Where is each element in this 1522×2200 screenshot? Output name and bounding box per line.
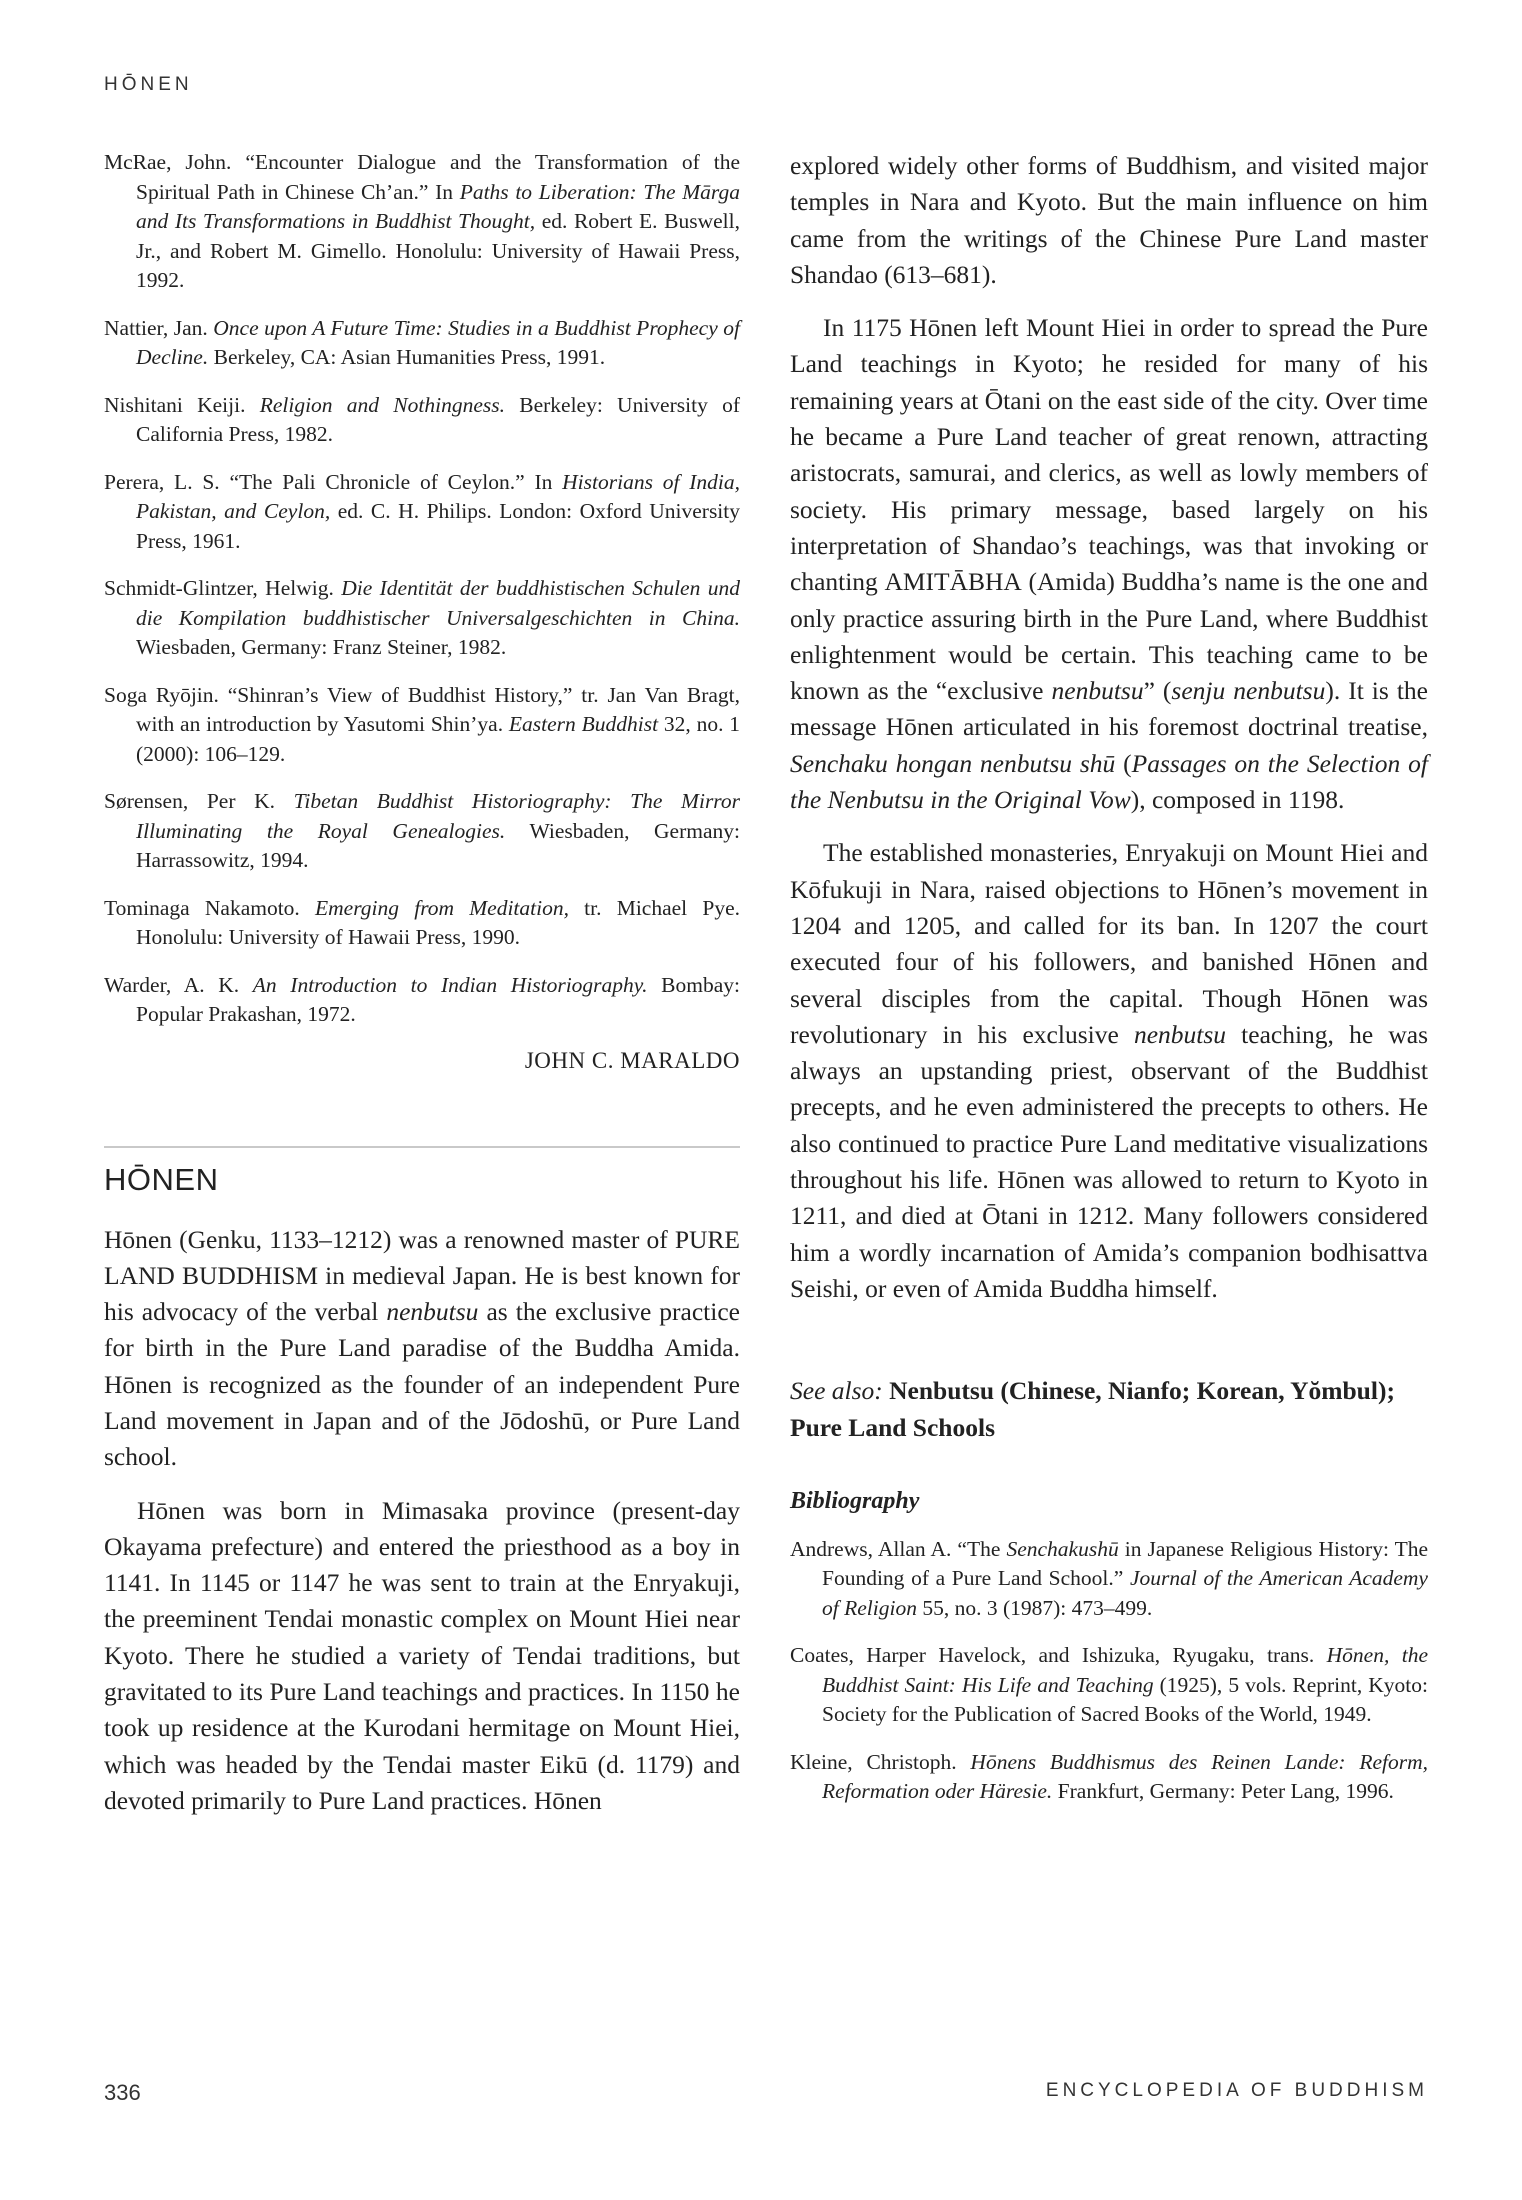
text-run: Wiesbaden, Germany: Harrassowitz, 1994. <box>136 818 741 872</box>
italic-text: Hōnens Buddhismus des Reinen Lande: Reform, Reformation oder Häresie. <box>822 1749 1429 1804</box>
bibliography-entry <box>790 1535 1428 1624</box>
bibliography-entry <box>104 314 740 373</box>
text-run: Perera, L. S. “The Pali Chronicle of Ceylon.” In <box>104 469 563 494</box>
text-run: Soga Ryōjin. “Shinran’s View of Buddhist History,” tr. Jan Van Bragt, with an introduction by Yasutomi Shin’ya. <box>104 682 740 736</box>
text-run: (Amida) Buddha’s name is the one and only practice assuring birth in the Pure Land, where Buddhist enlightenment would be certain. This teaching came to be known as the “exclusive <box>790 567 1428 706</box>
left-column <box>104 148 740 1836</box>
body-paragraph <box>790 835 1428 1307</box>
bibliography-entry <box>104 468 740 557</box>
see-also <box>790 1373 1428 1446</box>
bibliography-entry <box>104 574 740 663</box>
bibliography-entry <box>104 391 740 450</box>
article-divider <box>104 1146 740 1148</box>
text-run: 55, no. 3 (1987): 473–499. <box>916 1595 1153 1620</box>
text-run: as the exclusive practice for birth in the Pure Land paradise of the Buddha Amida. Hōnen is recognized as the founder of an independent Pure Land movement in Japan and of the Jōdoshū, or Pure Land school. <box>104 1297 740 1472</box>
italic-text: Tibetan Buddhist Historiography: The Mirror Illuminating the Royal Genealogies. <box>136 789 740 843</box>
text-run: (1925), 5 vols. Reprint, Kyoto: Society for the Publication of Sacred Books of the World, 1949. <box>822 1672 1428 1727</box>
text-run: Coates, Harper Havelock, and Ishizuka, Ryugaku, trans. <box>790 1643 1327 1668</box>
author-signature: JOHN C. MARALDO <box>524 1047 740 1073</box>
bibliography-heading: Bibliography <box>790 1487 920 1514</box>
italic-text: Senchakushū <box>1006 1536 1119 1561</box>
cross-reference[interactable]: PURE LAND BUDDHISM <box>104 1224 740 1290</box>
text-run: McRae, John. “Encounter Dialogue and the Transformation of the Spiritual Path in Chinese Ch’an.” In <box>104 150 740 204</box>
text-run: ed. Robert E. Buswell, Jr., and Robert M. Gimello. Honolulu: University of Hawaii Press, 1992. <box>136 209 740 292</box>
italic-text: Passages on the Selection of the Nenbutsu in the Original Vow <box>790 748 1428 815</box>
body-paragraph: Hōnen was born in Mimasaka province (present-day Okayama prefecture) and entered the priesthood as a boy in 1141. In 1145 or 1147 he was sent to train at the Enryakuji, the preeminent Tendai monastic complex on Mount Hiei near Kyoto. There he studied a variety of Tendai traditions, but gravitated to its Pure Land teachings and practices. In 1150 he took up residence at the Kurodani hermitage on Mount Hiei, which was headed by the Tendai master Eikū (d. 1179) and devoted primarily to Pure Land practices. Hōnen <box>104 1495 740 1815</box>
italic-text: nenbutsu <box>386 1297 479 1327</box>
italic-text: Religion and Nothingness. <box>259 392 505 417</box>
text-run: Nattier, Jan. <box>104 315 214 340</box>
text-run: Wiesbaden, Germany: Franz Steiner, 1982. <box>136 635 507 659</box>
bibliography-entry <box>104 894 740 953</box>
text-run: Berkeley: University of California Press, 1982. <box>136 392 740 446</box>
italic-text: Senchaku hongan nenbutsu shū <box>790 748 1116 778</box>
body-paragraph <box>790 310 1428 818</box>
page-number: 336 <box>104 2080 141 2105</box>
bibliography-entry <box>790 1748 1428 1807</box>
text-run: 32, no. 1 (2000): 106–129. <box>136 712 740 766</box>
article-title: HŌNEN <box>104 1161 219 1197</box>
italic-text: Eastern Buddhist <box>508 712 659 736</box>
italic-text: Historians of India, Pakistan, and Ceylon, <box>136 469 740 523</box>
text-run: Kleine, Christoph. <box>790 1749 971 1774</box>
page-footer <box>104 2080 1428 2110</box>
text-run: Frankfurt, Germany: Peter Lang, 1996. <box>1052 1779 1394 1804</box>
italic-text: Journal of the American Academy of Religion <box>822 1566 1428 1620</box>
italic-text: Die Identität der buddhistischen Schulen und die Kompilation buddhistischer Universalgeschichten in China. <box>136 576 740 630</box>
italic-text: nenbutsu <box>1133 1019 1227 1049</box>
text-run: In 1175 Hōnen left Mount Hiei in order to spread the Pure Land teachings in Kyoto; he resided for many of his remaining years at Ōtani on the east side of the city. Over time he became a Pure Land teacher of great renown, attracting aristocrats, samurai, and clerics, as well as lowly members of society. His primary message, based largely on his interpretation of Shandao’s teachings, was that invoking or chanting <box>790 313 1428 597</box>
text-run: Tominaga Nakamoto. <box>104 895 316 920</box>
running-head: HŌNEN <box>104 74 193 95</box>
bibliography-entry <box>790 1641 1428 1730</box>
text-run: teaching, he was always an upstanding priest, observant of the Buddhist precepts, and he even administered the precepts to others. He also continued to practice Pure Land meditative visualizations throughout his life. Hōnen was allowed to return to Kyoto in 1211, and died at Ōtani in 1212. Many followers considered him a wordly incarnation of Amida’s companion bodhisattva Seishi, or even of Amida Buddha himself. <box>790 1019 1428 1303</box>
text-run: ), composed in 1198. <box>1130 785 1345 815</box>
text-run: tr. Michael Pye. Honolulu: University of Hawaii Press, 1990. <box>136 895 740 949</box>
italic-text: Hōnen, the Buddhist Saint: His Life and Teaching <box>822 1643 1428 1697</box>
footer-title: ENCYCLOPEDIA OF BUDDHISM <box>1045 2080 1428 2101</box>
right-column <box>790 148 1428 1825</box>
text-run: ( <box>1115 748 1132 778</box>
text-run: in medieval Japan. He is best known for his advocacy of the verbal <box>104 1260 741 1327</box>
bibliography-entry <box>104 971 740 1030</box>
see-also-links[interactable]: Nenbutsu (Chinese, Nianfo; Korean, Yŏmbul); Pure Land Schools <box>790 1376 1395 1442</box>
text-run: Andrews, Allan A. “The <box>790 1536 1007 1561</box>
text-run: Bombay: Popular Prakashan, 1972. <box>136 972 740 1026</box>
text-run: in Japanese Religious History: The Founding of a Pure Land School.” <box>822 1536 1428 1591</box>
text-run: ed. C. H. Philips. London: Oxford University Press, 1961. <box>136 499 741 553</box>
body-paragraph <box>104 1222 740 1476</box>
italic-text: Emerging from Meditation, <box>315 895 569 920</box>
text-run: Schmidt-Glintzer, Helwig. <box>104 576 342 600</box>
italic-text: senju nenbutsu <box>1171 676 1326 706</box>
previous-article-bibliography <box>104 148 740 1030</box>
text-run: Berkeley, CA: Asian Humanities Press, 1991. <box>208 345 606 369</box>
bibliography-entry <box>104 148 740 296</box>
italic-text: Once upon A Future Time: Studies in a Buddhist Prophecy of Decline. <box>136 315 740 369</box>
text-run: Nishitani Keiji. <box>104 392 260 417</box>
italic-text: nenbutsu <box>1051 676 1144 706</box>
italic-text: Paths to Liberation: The Mārga and Its Transformations in Buddhist Thought, <box>136 179 741 233</box>
see-also-label: See also: <box>790 1376 883 1406</box>
text-run: ). It is the message Hōnen articulated in his foremost doctrinal treatise, <box>790 676 1428 742</box>
body-paragraph-continued: explored widely other forms of Buddhism, and visited major temples in Nara and Kyoto. But the main influence on him came from the writings of the Chinese Pure Land master Shandao (613–681). <box>790 151 1428 289</box>
bibliography-entry <box>104 787 740 876</box>
text-run: The established monasteries, Enryakuji on Mount Hiei and Kōfukuji in Nara, raised objections to Hōnen’s movement in 1204 and 1205, and called for its ban. In 1207 the court executed four of his followers, and banished Hōnen and several disciples from the capital. Though Hōnen was revolutionary in his exclusive <box>790 838 1428 1049</box>
text-run: Warder, A. K. <box>104 972 253 997</box>
text-run: ” ( <box>1143 676 1172 706</box>
text-run: Sørensen, Per K. <box>104 789 294 813</box>
cross-reference[interactable]: AMITĀBHA <box>884 567 1022 597</box>
bibliography-entry <box>104 681 740 770</box>
italic-text: An Introduction to Indian Historiography. <box>252 972 648 997</box>
text-run: Hōnen (Genku, 1133–1212) was a renowned master of <box>104 1224 675 1254</box>
bibliography-list <box>790 1535 1428 1807</box>
